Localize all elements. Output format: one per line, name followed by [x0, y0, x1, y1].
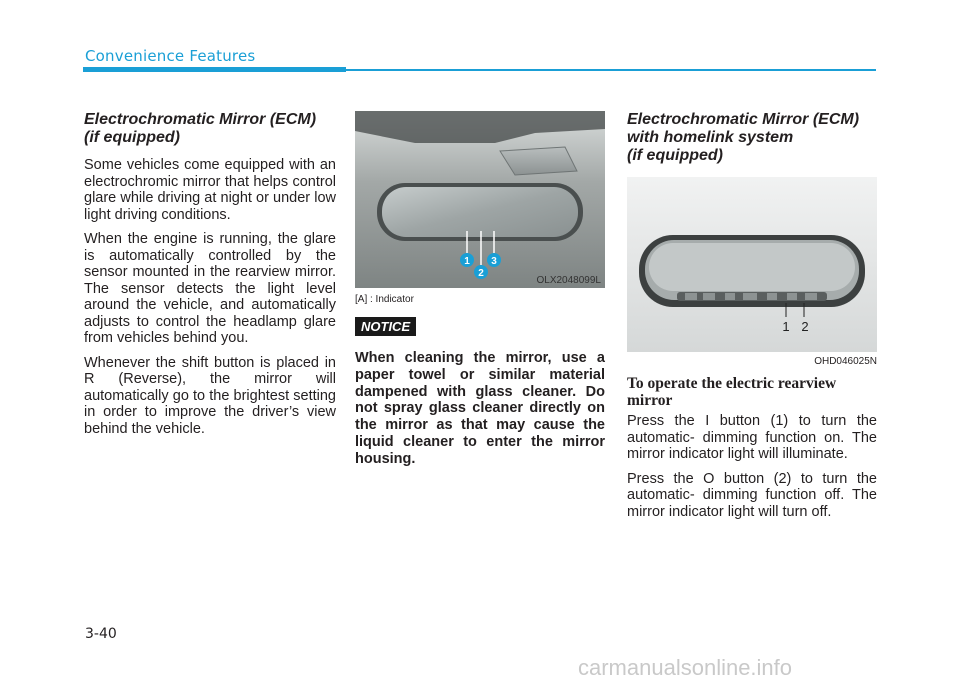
homelink-heading-line3: (if equipped) — [627, 147, 723, 164]
ecm-mirror-illustration — [355, 111, 605, 288]
section-title: Convenience Features — [85, 47, 256, 65]
ecm-heading — [84, 111, 336, 147]
column-homelink — [627, 111, 877, 528]
homelink-paragraph-2: Press the O button (2) to turn the automatic- dimming function off. The mirror indicator light will turn off. — [627, 470, 877, 520]
operate-subheading: To operate the electric rearview mirror — [627, 375, 837, 409]
callout-2: 2 — [478, 268, 484, 279]
column-figure-notice — [355, 111, 605, 468]
homelink-figure-code: OHD046025N — [814, 356, 877, 367]
homelink-heading-line2: with homelink system — [627, 129, 794, 146]
notice-badge: NOTICE — [355, 317, 416, 336]
callout-1: 1 — [464, 256, 470, 267]
homelink-heading — [627, 111, 877, 165]
watermark: carmanualsonline.info — [578, 655, 793, 680]
ecm-mirror-figure — [355, 111, 605, 288]
homelink-mirror-figure — [627, 177, 877, 352]
homelink-mirror-illustration — [627, 177, 877, 352]
callout-3: 3 — [491, 256, 497, 267]
ecm-paragraph-3: Whenever the shift button is placed in R (Reverse), the mirror will automatically go to the brightest setting in order to improve the driver’s view behind the vehicle. — [84, 354, 336, 437]
header-rule-thick — [83, 67, 346, 72]
column-ecm — [84, 111, 336, 445]
page-number: 3-40 — [85, 626, 117, 642]
homelink-callout-1: 1 — [782, 319, 790, 334]
ecm-heading-line2: (if equipped) — [84, 129, 180, 146]
notice-text: When cleaning the mirror, use a paper towel or similar material dampened with glass cleaner. Do not spray glass cleaner directly on the mirror as that may cause the liquid cleaner to enter the mirror housing. — [355, 350, 605, 467]
homelink-callout-2: 2 — [801, 319, 809, 334]
ecm-paragraph-2: When the engine is running, the glare is automatically controlled by the sensor mounted in the rearview mirror. The sensor detects the light level around the vehicle, and automatically adjusts to control the headlamp glare from vehicles behind you. — [84, 231, 336, 346]
figure-code: OLX2048099L — [536, 275, 601, 286]
ecm-heading-line1: Electrochromatic Mirror (ECM) — [84, 111, 317, 128]
figure-caption: [A] : Indicator — [355, 294, 414, 305]
homelink-paragraph-1: Press the I button (1) to turn the automatic- dimming function on. The mirror indicator light will illuminate. — [627, 413, 877, 462]
header-rule-thin — [346, 69, 876, 71]
homelink-heading-line1: Electrochromatic Mirror (ECM) — [627, 111, 860, 128]
ecm-paragraph-1: Some vehicles come equipped with an electrochromic mirror that helps control glare while driving at night or under low light driving conditions. — [84, 157, 336, 223]
